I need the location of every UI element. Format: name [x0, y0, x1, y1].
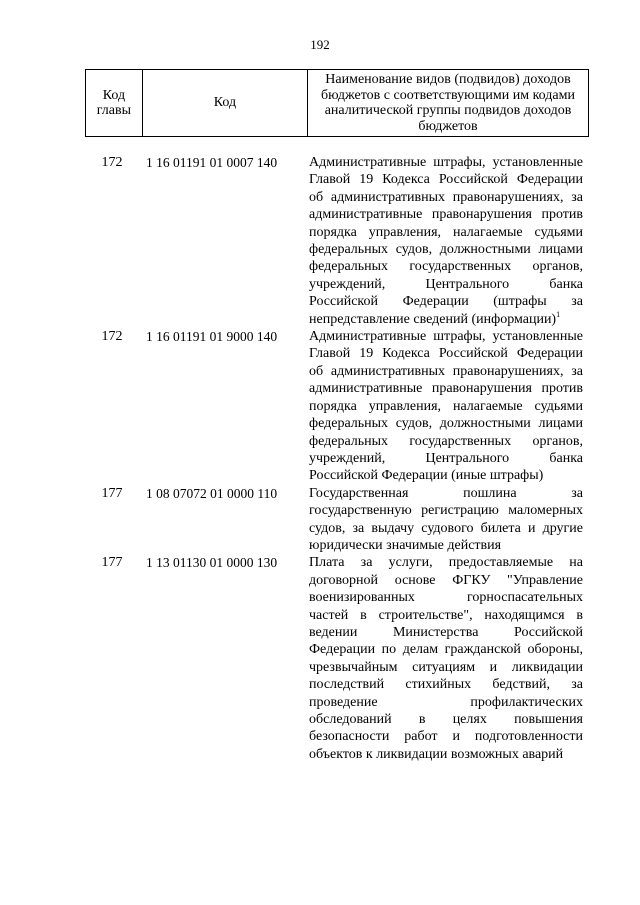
row-chapter-code: 172: [101, 155, 123, 170]
row-name-line: военизированных горноспасательных: [309, 590, 583, 606]
row-name-line: Административные штрафы, установленные: [309, 329, 583, 345]
row-code: 1 16 01191 01 9000 140: [146, 329, 278, 345]
row-name-line: судов, за выдачу судового билета и другие: [309, 520, 583, 536]
row-chapter-code: 172: [101, 329, 123, 345]
header-row: [86, 70, 589, 137]
table-row: [85, 554, 589, 763]
table-body: [85, 154, 589, 763]
row-name-line: Российской Федерации (иные штрафы): [309, 468, 544, 484]
header-name: Наименование видов (подвидов) доходов бюджетов с соответствующими им кодами аналитической группы подвидов доходов бюджетов: [308, 70, 589, 137]
row-name-line: чрезвычайным ситуациям и ликвидации: [309, 659, 583, 675]
row-name-line: последствий стихийных бедствий, за: [309, 677, 583, 693]
row-code: 1 16 01191 01 0007 140: [146, 155, 278, 170]
row-name-line: Главой 19 Кодекса Российской Федерации: [309, 346, 583, 362]
row-name-line: административные правонарушения против: [309, 381, 583, 397]
row-chapter-code: 177: [101, 485, 123, 501]
page-number: 192: [310, 37, 330, 52]
row-name-line: обследований в целях повышения: [309, 712, 583, 727]
row-name-line: об административных правонарушениях, за: [309, 189, 583, 205]
row-name-line: Российской Федерации (штрафы за: [309, 294, 583, 310]
row-name-line: порядка управления, налагаемые судьями: [309, 398, 583, 414]
table-row: [85, 328, 589, 485]
row-name-line: частей в строительстве", находящимся в: [309, 607, 583, 623]
row-name: [306, 554, 583, 763]
row-name-line: учреждений, Центрального банка: [309, 276, 583, 292]
table-row: [85, 485, 589, 555]
row-name-line-with-footnote: [309, 311, 583, 328]
header-chapter-code: Код главы: [86, 70, 143, 137]
header-code: Код: [142, 70, 307, 137]
row-name: [306, 485, 583, 555]
row-chapter-code: 177: [101, 555, 123, 571]
row-name-line: безопасности работ и подготовленности: [309, 729, 583, 745]
footnote-marker: 1: [556, 309, 561, 319]
row-name-line: объектов к ликвидации возможных аварий: [309, 746, 564, 762]
row-name-line: об административных правонарушениях, за: [309, 363, 583, 379]
row-name-line: федеральных судов, должностными лицами: [309, 416, 583, 432]
table-header: [85, 69, 589, 137]
row-name-line: государственную регистрацию маломерных: [309, 503, 583, 519]
row-name-line: ведении Министерства Российской: [309, 624, 583, 640]
row-name-line: порядка управления, налагаемые судьями: [309, 224, 583, 240]
row-code: 1 13 01130 01 0000 130: [146, 555, 278, 571]
row-name-line: юридически значимые действия: [309, 537, 502, 553]
row-name-line: Государственная пошлина за: [309, 485, 583, 501]
row-code: 1 08 07072 01 0000 110: [146, 485, 278, 501]
row-name-line: федеральных государственных органов,: [309, 433, 583, 449]
row-name-line: учреждений, Центрального банка: [309, 450, 583, 466]
row-name-line: административные правонарушения против: [309, 207, 583, 223]
row-name-line: Главой 19 Кодекса Российской Федерации: [309, 172, 583, 188]
row-name-line: Плата за услуги, предоставляемые на: [309, 555, 583, 571]
row-name-line: проведение профилактических: [309, 694, 583, 710]
row-name-line: Федерации по делам гражданской обороны,: [309, 642, 583, 658]
row-name-line: федеральных судов, должностными лицами: [309, 242, 583, 258]
table-row: [85, 154, 589, 328]
row-name: [306, 154, 583, 328]
row-name-line: договорной основе ФГКУ "Управление: [309, 572, 583, 588]
row-name-line: федеральных государственных органов,: [309, 259, 583, 275]
row-name: [306, 328, 583, 485]
row-name-line: непредставление сведений (информации): [309, 311, 557, 327]
row-name-line: Административные штрафы, установленные: [309, 155, 583, 170]
